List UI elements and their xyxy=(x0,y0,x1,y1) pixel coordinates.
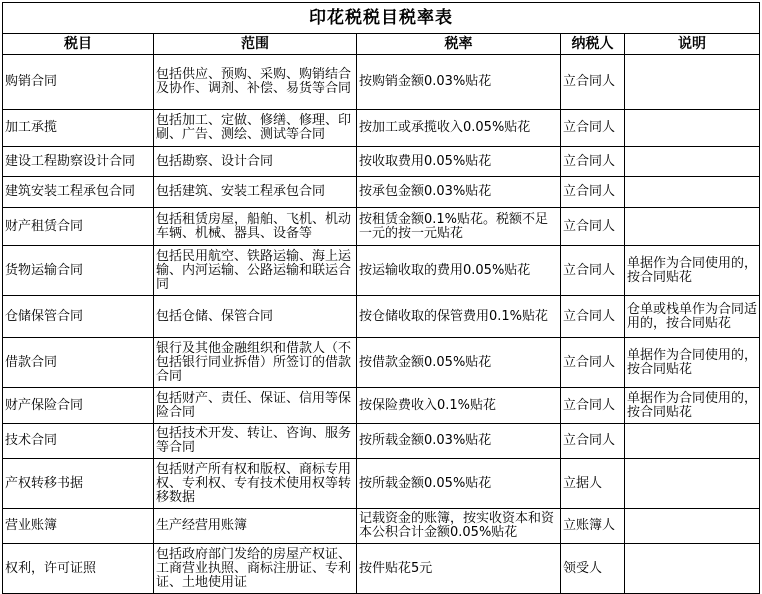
taxpayer: 立合同人 xyxy=(561,424,625,459)
tax-note xyxy=(625,55,760,110)
tax-item: 货物运输合同 xyxy=(3,246,154,296)
tax-scope: 包括民用航空、铁路运输、海上运输、内河运输、公路运输和联运合同 xyxy=(154,246,357,296)
tax-rate: 按租赁金额0.1%贴花。税额不足一元的按一元贴花 xyxy=(357,208,561,246)
tax-note xyxy=(625,424,760,459)
tax-scope: 银行及其他金融组织和借款人（不包括银行同业拆借）所签订的借款合同 xyxy=(154,338,357,388)
tax-item: 财产租赁合同 xyxy=(3,208,154,246)
tax-item: 借款合同 xyxy=(3,338,154,388)
tax-item: 仓储保管合同 xyxy=(3,296,154,338)
tax-item: 加工承揽 xyxy=(3,110,154,147)
header-row xyxy=(3,34,760,55)
taxpayer: 立合同人 xyxy=(561,208,625,246)
tax-scope: 包括租赁房屋，船舶、飞机、机动车辆、机械、器具、设备等 xyxy=(154,208,357,246)
tax-item: 产权转移书据 xyxy=(3,459,154,509)
tax-scope: 包括政府部门发给的房屋产权证、工商营业执照、商标注册证、专利证、土地使用证 xyxy=(154,544,357,594)
tax-item: 建筑安装工程承包合同 xyxy=(3,177,154,208)
tax-scope: 包括供应、预购、采购、购销结合及协作、调剂、补偿、易货等合同 xyxy=(154,55,357,110)
taxpayer: 立合同人 xyxy=(561,338,625,388)
taxpayer: 领受人 xyxy=(561,544,625,594)
header-payer: 纳税人 xyxy=(561,34,625,55)
table-title: 印花税税目税率表 xyxy=(3,3,760,34)
tax-item: 权利，许可证照 xyxy=(3,544,154,594)
taxpayer: 立合同人 xyxy=(561,296,625,338)
tax-note xyxy=(625,509,760,544)
tax-scope: 包括建筑、安装工程承包合同 xyxy=(154,177,357,208)
header-item: 税目 xyxy=(3,34,154,55)
taxpayer: 立合同人 xyxy=(561,110,625,147)
tax-item: 建设工程勘察设计合同 xyxy=(3,147,154,177)
tax-rate: 按借款金额0.05%贴花 xyxy=(357,338,561,388)
tax-note xyxy=(625,544,760,594)
tax-note xyxy=(625,177,760,208)
table-row xyxy=(3,424,760,459)
tax-rate: 按运输收取的费用0.05%贴花 xyxy=(357,246,561,296)
tax-note xyxy=(625,147,760,177)
table-row xyxy=(3,55,760,110)
tax-scope: 包括勘察、设计合同 xyxy=(154,147,357,177)
taxpayer: 立合同人 xyxy=(561,55,625,110)
tax-rate: 按件贴花5元 xyxy=(357,544,561,594)
taxpayer: 立合同人 xyxy=(561,388,625,424)
tax-item: 财产保险合同 xyxy=(3,388,154,424)
table-row xyxy=(3,177,760,208)
table-row xyxy=(3,296,760,338)
tax-note xyxy=(625,208,760,246)
tax-note: 单据作为合同使用的，按合同贴花 xyxy=(625,338,760,388)
tax-item: 营业账簿 xyxy=(3,509,154,544)
tax-rate: 按加工或承揽收入0.05%贴花 xyxy=(357,110,561,147)
tax-scope: 生产经营用账簿 xyxy=(154,509,357,544)
tax-note: 单据作为合同使用的，按合同贴花 xyxy=(625,246,760,296)
tax-scope: 包括技术开发、转让、咨询、服务等合同 xyxy=(154,424,357,459)
tax-scope: 包括仓储、保管合同 xyxy=(154,296,357,338)
taxpayer: 立据人 xyxy=(561,459,625,509)
table-row xyxy=(3,110,760,147)
tax-rate: 按所载金额0.03%贴花 xyxy=(357,424,561,459)
tax-note xyxy=(625,459,760,509)
table-row xyxy=(3,208,760,246)
table-row xyxy=(3,544,760,594)
taxpayer: 立账簿人 xyxy=(561,509,625,544)
tax-note: 仓单或栈单作为合同适用的，按合同贴花 xyxy=(625,296,760,338)
header-note: 说明 xyxy=(625,34,760,55)
taxpayer: 立合同人 xyxy=(561,147,625,177)
taxpayer: 立合同人 xyxy=(561,246,625,296)
tax-rate: 按保险费收入0.1%贴花 xyxy=(357,388,561,424)
tax-rate: 按所载金额0.05%贴花 xyxy=(357,459,561,509)
table-row xyxy=(3,147,760,177)
header-rate: 税率 xyxy=(357,34,561,55)
tax-rate: 按购销金额0.03%贴花 xyxy=(357,55,561,110)
table-row xyxy=(3,459,760,509)
tax-scope: 包括加工、定做、修缮、修理、印刷、广告、测绘、测试等合同 xyxy=(154,110,357,147)
table-row xyxy=(3,246,760,296)
tax-item: 购销合同 xyxy=(3,55,154,110)
tax-scope: 包括财产、责任、保证、信用等保险合同 xyxy=(154,388,357,424)
taxpayer: 立合同人 xyxy=(561,177,625,208)
tax-scope: 包括财产所有权和版权、商标专用权、专利权、专有技术使用权等转移数据 xyxy=(154,459,357,509)
tax-note: 单据作为合同使用的，按合同贴花 xyxy=(625,388,760,424)
table-row xyxy=(3,338,760,388)
tax-rate: 按承包金额0.03%贴花 xyxy=(357,177,561,208)
tax-item: 技术合同 xyxy=(3,424,154,459)
tax-note xyxy=(625,110,760,147)
table-row xyxy=(3,509,760,544)
tax-rate-table xyxy=(2,2,760,594)
tax-rate: 按收取费用0.05%贴花 xyxy=(357,147,561,177)
tax-rate: 按仓储收取的保管费用0.1%贴花 xyxy=(357,296,561,338)
tax-rate: 记载资金的账簿，按实收资本和资本公积合计金额0.05%贴花 xyxy=(357,509,561,544)
table-row xyxy=(3,388,760,424)
header-scope: 范围 xyxy=(154,34,357,55)
